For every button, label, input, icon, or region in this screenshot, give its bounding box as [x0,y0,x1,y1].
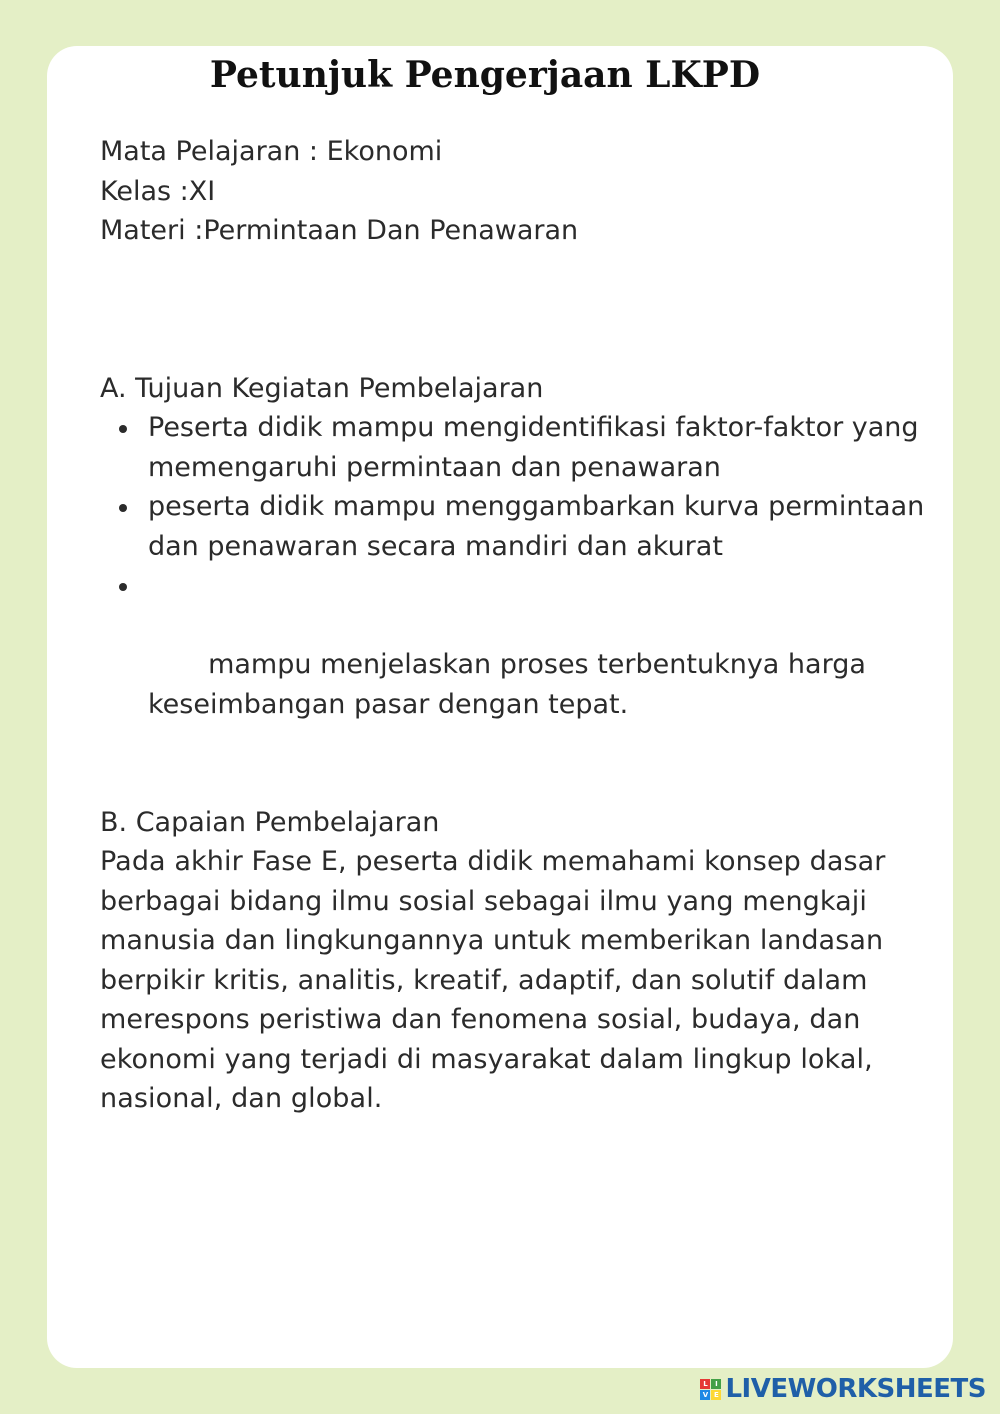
list-item [100,408,940,487]
worksheet-content [100,132,940,1119]
logo-letter-e: E [711,1390,721,1400]
bullet-icon [119,504,127,512]
objective-text: Peserta didik mampu mengidentifikasi faktor-faktor yang memengaruhi permintaan dan penawaran [148,412,919,483]
liveworksheets-logo[interactable] [700,1372,986,1406]
objective-text: peserta didik mampu menggambarkan kurva permintaan dan penawaran secara mandiri dan akurat [148,491,925,562]
learning-outcome-paragraph: Pada akhir Fase E, peserta didik memahami konsep dasar berbagai bidang ilmu sosial sebagai ilmu yang mengkaji manusia dan lingkungannya untuk memberikan landasan berpikir kritis, analitis, kreatif, adaptif, dan solutif dalam merespons peristiwa dan fenomena sosial, budaya, dan ekonomi yang terjadi di masyarakat dalam lingkup lokal, nasional, dan global. [100,846,886,1114]
list-item [100,566,940,764]
objectives-list [100,408,940,764]
class-line: Kelas :XI [100,175,216,207]
logo-letter-l: L [700,1379,710,1389]
brand-name: LIVEWORKSHEETS [725,1374,986,1404]
objective-text: mampu menjelaskan proses terbentuknya harga keseimbangan pasar dengan tepat. [148,649,875,720]
topic-line: Materi :Permintaan Dan Penawaran [100,215,579,246]
bullet-icon [119,583,127,591]
list-item [100,487,940,566]
logo-letter-v: V [700,1390,710,1400]
section-b-heading: B. Capaian Pembelajaran [100,806,440,838]
liveworksheets-logo-icon [700,1379,721,1400]
section-a-heading: A. Tujuan Kegiatan Pembelajaran [100,372,544,404]
logo-letter-i: I [711,1379,721,1389]
subject-line: Mata Pelajaran : Ekonomi [100,136,443,167]
page-title: Petunjuk Pengerjaan LKPD [209,54,761,96]
bullet-icon [119,425,127,433]
